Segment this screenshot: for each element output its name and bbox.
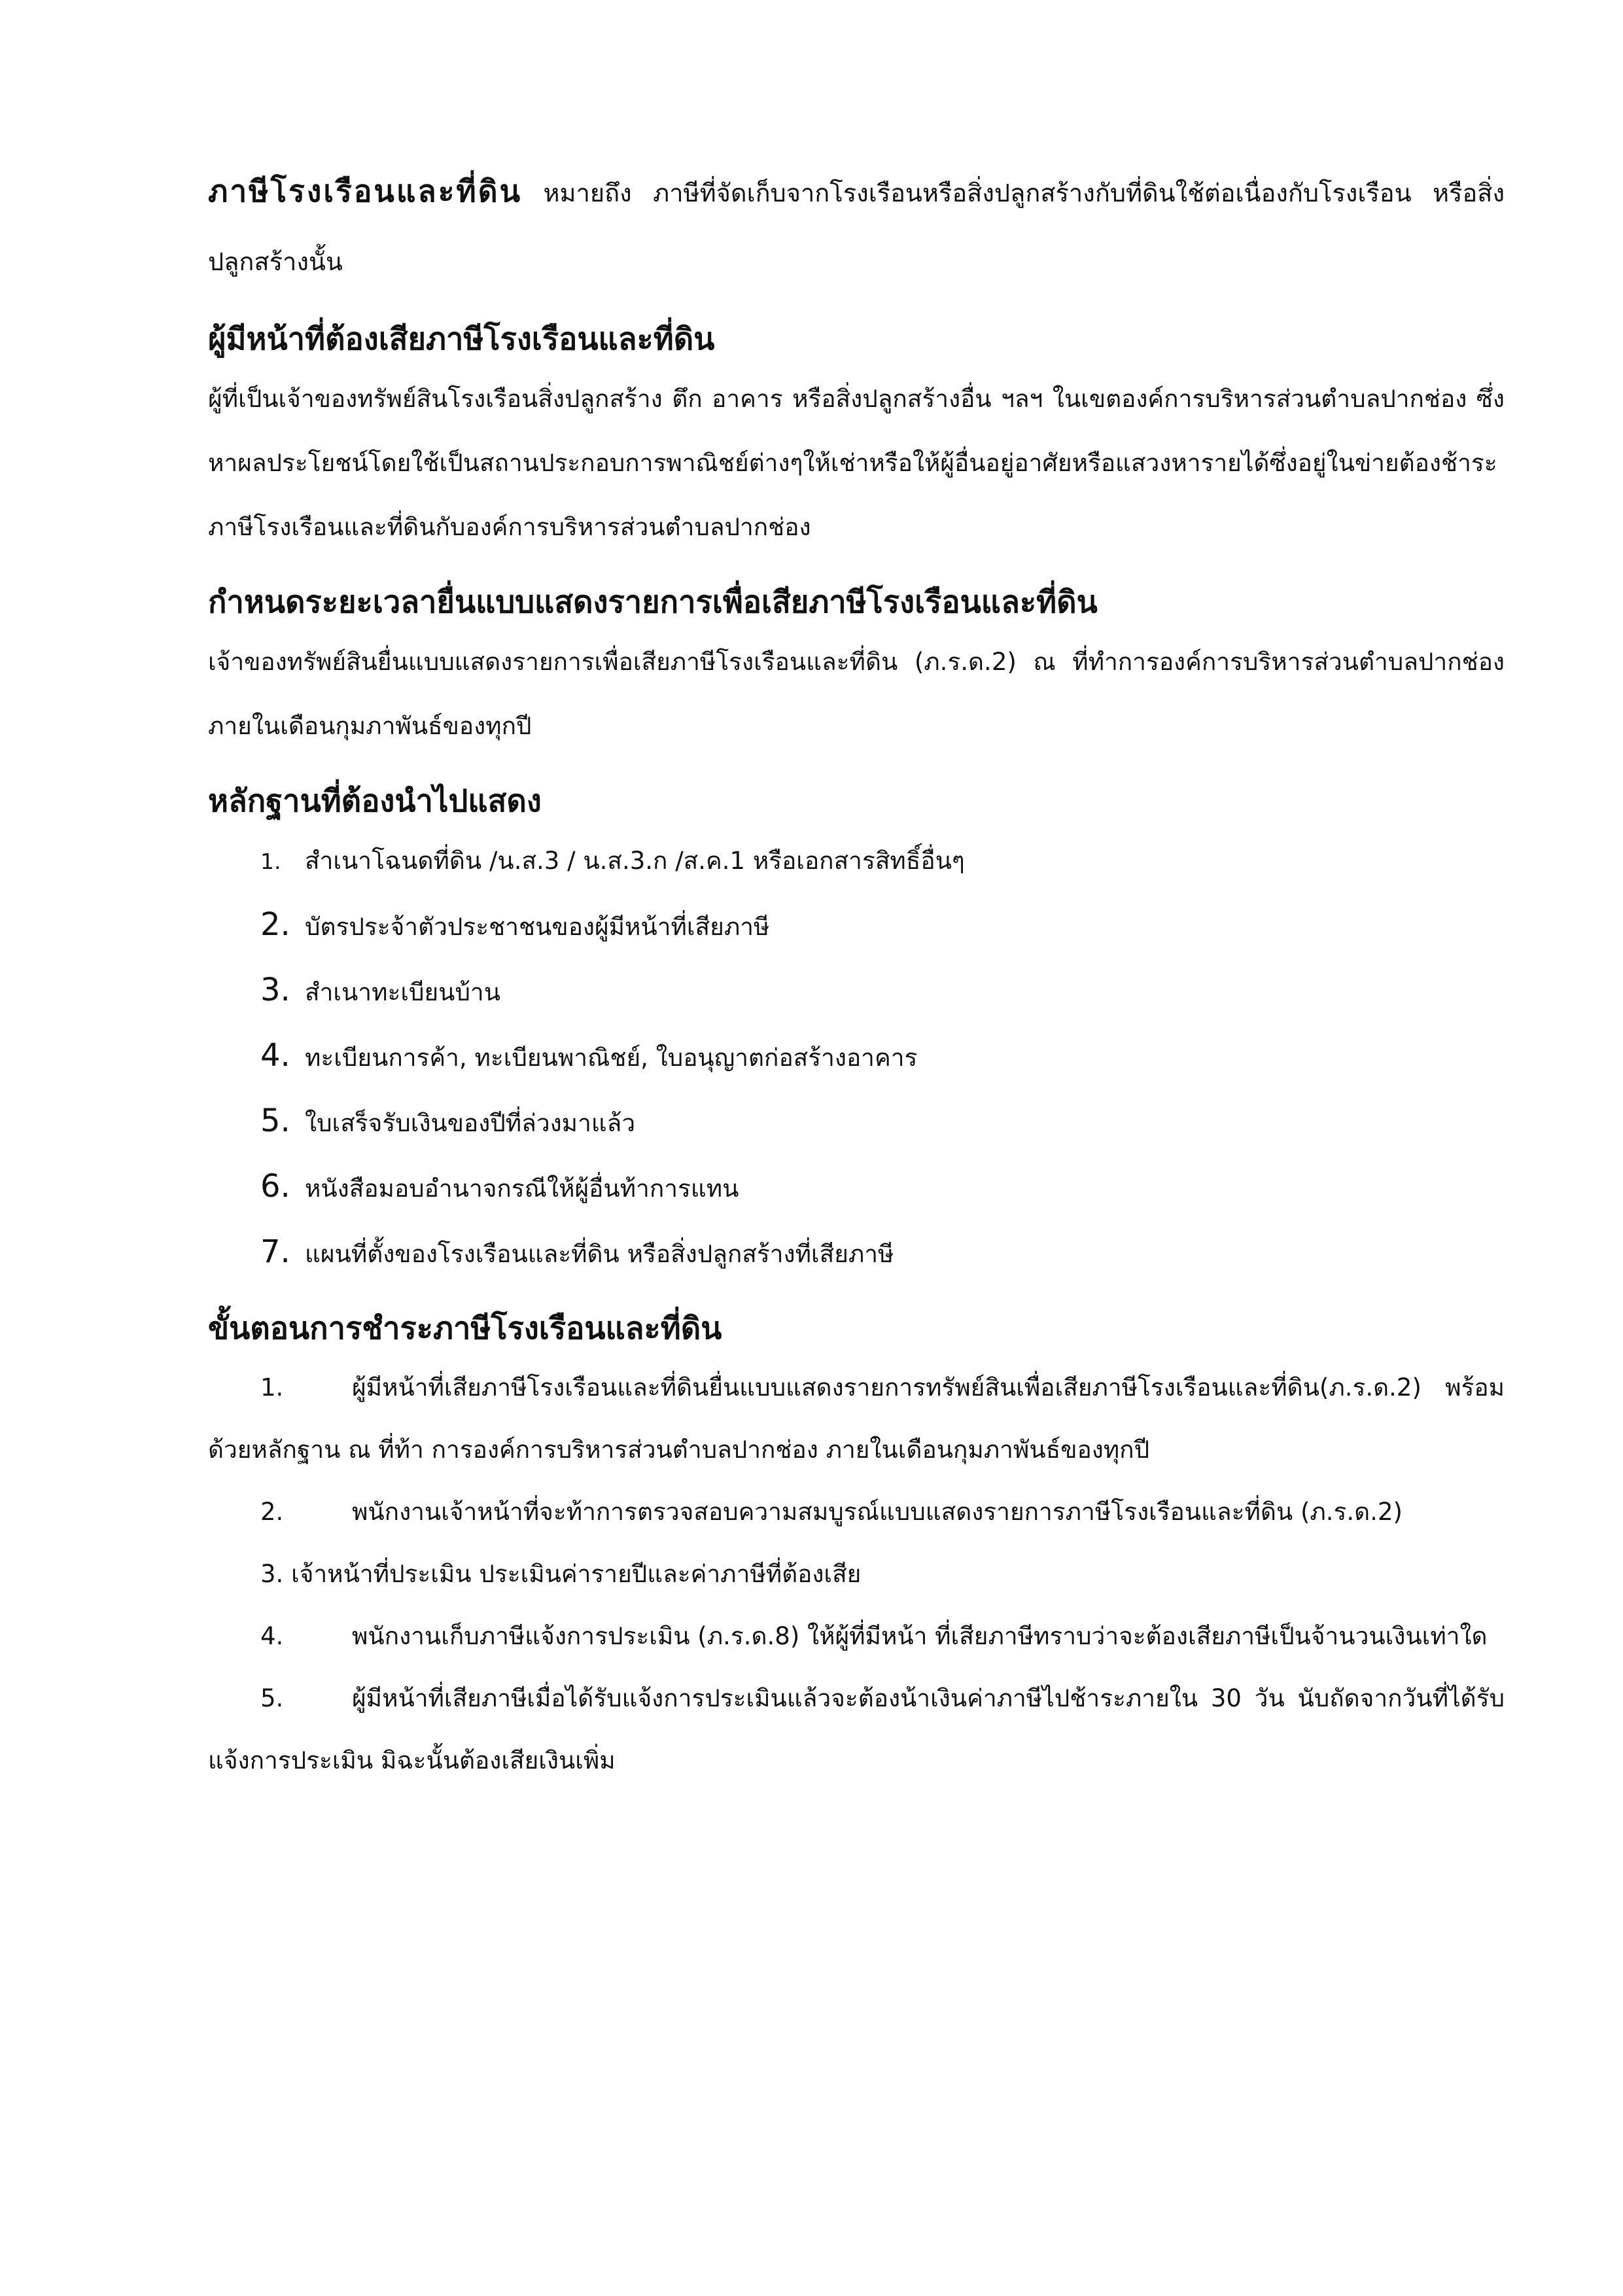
evidence-item-text: แผนที่ตั้งของโรงเรือนและที่ดิน หรือสิ่งปลูกสร้างที่เสียภาษี: [305, 1240, 894, 1268]
procedure-step: [208, 1667, 1505, 1792]
evidence-item-number: 4.: [260, 1037, 290, 1074]
evidence-item: [260, 1024, 1505, 1089]
evidence-item-text: ทะเบียนการค้า, ทะเบียนพาณิชย์, ใบอนุญาตก่อสร้างอาคาร: [305, 1044, 918, 1072]
procedure-step: [208, 1481, 1505, 1543]
intro-definition: หมายถึง ภาษีที่จัดเก็บจากโรงเรือนหรือสิ่งปลูกสร้างกับที่ดินใช้ต่อเนื่องกับโรงเรือน หรือสิ่งปลูกสร้างนั้น: [208, 179, 1505, 276]
duty-section-text: ผู้ที่เป็นเจ้าของทรัพย์สินโรงเรือนสิ่งปลูกสร้าง ตึก อาคาร หรือสิ่งปลูกสร้างอื่น ฯลฯ ในเขตองค์การบริหารส่วนตำบลปากช่อง ซึ่งหาผลประโยชน์โดยใช้เป็นสถานประกอบการพาณิชย์ต่างๆให้เช่าหรือให้ผู้อื่นอยู่อาศัยหรือแสวงหารายได้ซึ่งอยู่ในข่ายต้องช้าระภาษีโรงเรือนและที่ดินกับองค์การบริหารส่วนตำบลปากช่อง: [208, 385, 1505, 541]
evidence-item-number: 7.: [260, 1233, 290, 1270]
procedure-steps: [208, 1356, 1505, 1792]
period-section-title: กำหนดระยะเวลายื่นแบบแสดงรายการเพื่อเสียภาษีโรงเรือนและที่ดิน: [208, 584, 1098, 620]
evidence-item-number: 6.: [260, 1168, 290, 1205]
procedure-step-text: พนักงานเจ้าหน้าที่จะท้าการตรวจสอบความสมบูรณ์แบบแสดงรายการภาษีโรงเรือนและที่ดิน (ภ.ร.ด.2): [352, 1498, 1403, 1526]
duty-section-title: ผู้มีหน้าที่ต้องเสียภาษีโรงเรือนและที่ดิน: [208, 321, 715, 357]
procedure-step-text: พนักงานเก็บภาษีแจ้งการประเมิน (ภ.ร.ด.8) ให้ผู้ที่มีหน้า ที่เสียภาษีทราบว่าจะต้องเสียภาษีเป็นจ้านวนเงินเท่าใด: [352, 1622, 1488, 1650]
period-section-text: เจ้าของทรัพย์สินยื่นแบบแสดงรายการเพื่อเสียภาษีโรงเรือนและที่ดิน (ภ.ร.ด.2) ณ ที่ทำการองค์การบริหารส่วนตำบลปากช่อง ภายในเดือนกุมภาพันธ์ของทุกปี: [208, 648, 1505, 740]
evidence-item-text: หนังสือมอบอำนาจกรณีให้ผู้อื่นท้าการแทน: [305, 1174, 739, 1203]
evidence-item: [260, 1089, 1505, 1155]
procedure-step-text: ผู้มีหน้าที่เสียภาษีเมื่อได้รับแจ้งการประเมินแล้วจะต้องน้าเงินค่าภาษีไปช้าระภายใน 30 วัน นับถัดจากวันที่ได้รับแจ้งการประเมิน มิฉะนั้นต้องเสียเงินเพิ่ม: [208, 1684, 1505, 1775]
evidence-item-number: 1.: [260, 849, 281, 874]
evidence-item: [260, 1155, 1505, 1220]
evidence-item-text: สำเนาโฉนดที่ดิน /น.ส.3 / น.ส.3.ก /ส.ค.1 หรือเอกสารสิทธิ์อื่นๆ: [305, 847, 965, 875]
evidence-item: [260, 829, 1505, 893]
procedure-step-number: 2.: [260, 1498, 284, 1526]
evidence-list: [208, 829, 1505, 1286]
evidence-section-title: หลักฐานที่ต้องนำไปแสดง: [208, 783, 542, 819]
procedure-step-number: 4.: [260, 1622, 284, 1650]
evidence-item-text: สำเนาทะเบียนบ้าน: [305, 978, 500, 1006]
document-body: [208, 157, 1505, 1792]
procedure-step: [208, 1543, 1505, 1605]
intro-lead-term: ภาษีโรงเรือนและที่ดิน: [208, 173, 523, 209]
evidence-item-text: ใบเสร็จรับเงินของปีที่ล่วงมาแล้ว: [305, 1109, 636, 1137]
procedure-step: [208, 1356, 1505, 1481]
procedure-step-text: ผู้มีหน้าที่เสียภาษีโรงเรือนและที่ดินยื่นแบบแสดงรายการทรัพย์สินเพื่อเสียภาษีโรงเรือนและที่ดิน(ภ.ร.ด.2) พร้อมด้วยหลักฐาน ณ ที่ท้า การองค์การบริหารส่วนตำบลปากช่อง ภายในเดือนกุมภาพันธ์ของทุกปี: [208, 1373, 1505, 1464]
evidence-item-number: 5.: [260, 1103, 290, 1139]
procedure-step-number: 1.: [260, 1373, 284, 1402]
evidence-item-number: 2.: [260, 906, 290, 943]
evidence-item: [260, 893, 1505, 959]
procedure-step-number: 3.: [260, 1560, 284, 1588]
procedure-step-number: 5.: [260, 1684, 284, 1712]
evidence-item: [260, 1220, 1505, 1286]
intro-paragraph: [208, 157, 1505, 296]
procedure-step: [208, 1605, 1505, 1667]
procedure-section-title: ขั้นตอนการชำระภาษีโรงเรือนและที่ดิน: [208, 1311, 722, 1347]
evidence-item-text: บัตรประจ้าตัวประชาชนของผู้มีหน้าที่เสียภาษี: [305, 913, 770, 941]
procedure-step-text: เจ้าหน้าที่ประเมิน ประเมินค่ารายปีและค่าภาษีที่ต้องเสีย: [283, 1560, 862, 1588]
evidence-item: [260, 959, 1505, 1024]
evidence-item-number: 3.: [260, 972, 290, 1008]
